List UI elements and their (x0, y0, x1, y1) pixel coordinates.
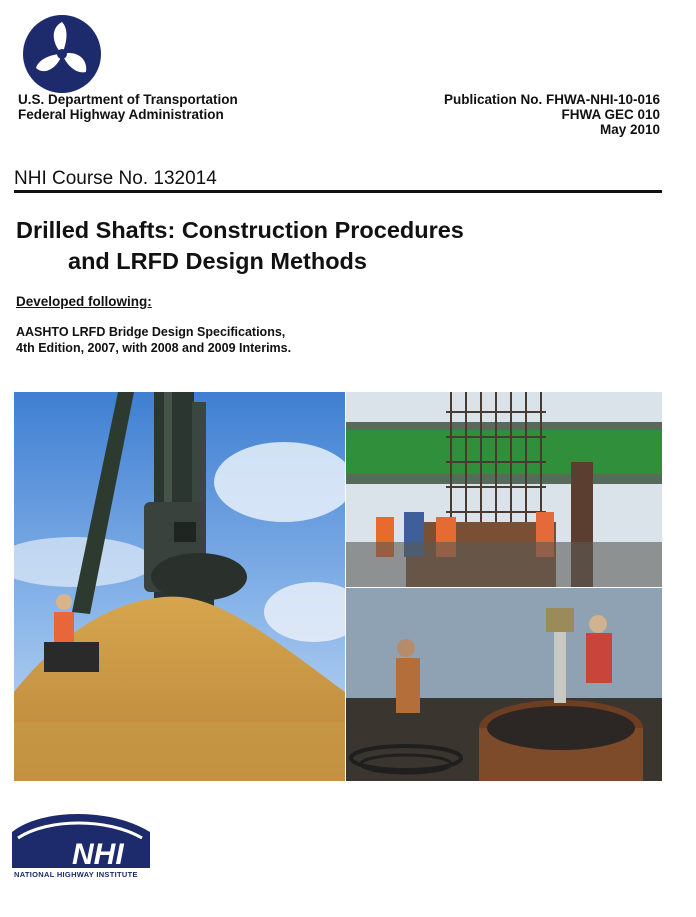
publication-info (444, 92, 660, 137)
publication-date: May 2010 (599, 122, 660, 137)
developed-following-label: Developed following: (16, 294, 152, 309)
photo-rebar-cage (346, 392, 662, 587)
spec-reference-line2: 4th Edition, 2007, with 2008 and 2009 Interims. (16, 341, 292, 355)
publication-number: Publication No. FHWA-NHI-10-016 (443, 92, 660, 107)
title-divider (14, 190, 662, 193)
nhi-logo-text: NHI (72, 838, 124, 870)
photo-water-casing (346, 588, 662, 781)
nhi-logo-caption: NATIONAL HIGHWAY INSTITUTE (14, 870, 138, 879)
photo-drilling-rig (14, 392, 345, 781)
spec-reference-line1: AASHTO LRFD Bridge Design Specifications, (16, 325, 286, 339)
dot-logo-icon (22, 14, 102, 94)
agency-block (18, 92, 238, 122)
agency-name: U.S. Department of Transportation (18, 92, 238, 107)
document-title-line1: Drilled Shafts: Construction Procedures (16, 217, 464, 243)
agency-subname: Federal Highway Administration (18, 107, 224, 122)
course-number: NHI Course No. 132014 (14, 168, 217, 189)
gec-number: FHWA GEC 010 (561, 107, 660, 122)
document-title-line2: and LRFD Design Methods (68, 248, 367, 274)
